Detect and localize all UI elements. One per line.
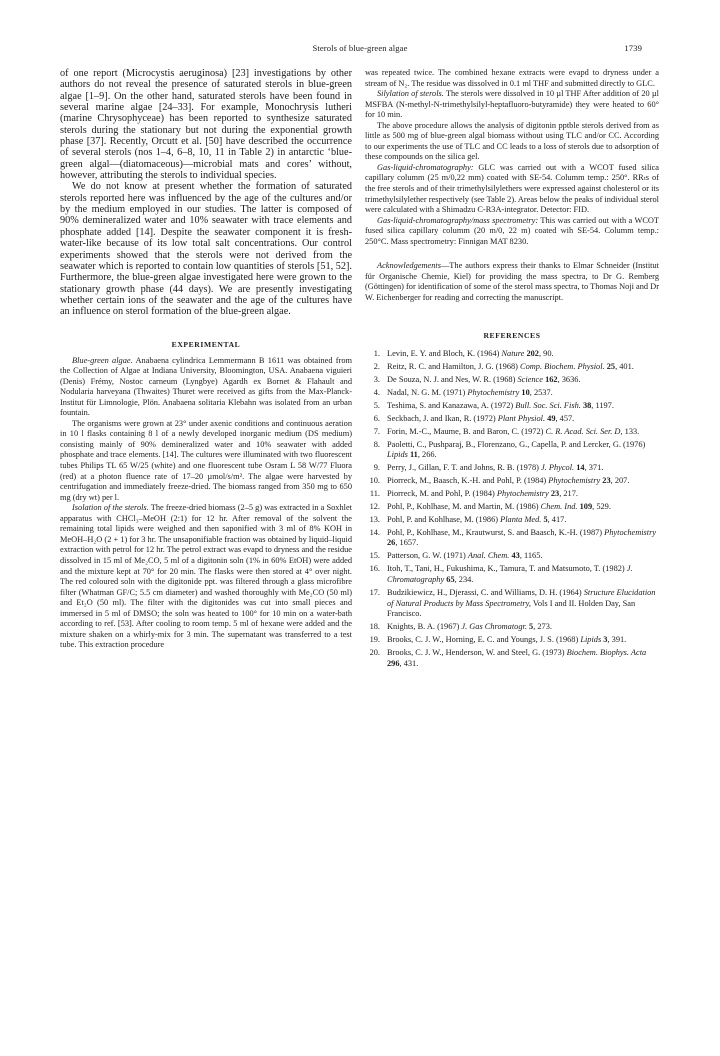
reference-journal: Phytochemistry — [548, 476, 601, 486]
reference-number: 12. — [369, 501, 380, 511]
reference-item — [365, 463, 659, 474]
reference-item — [365, 588, 659, 620]
reference-journal: J. Gas Chromatogr. — [461, 622, 527, 632]
acknowledgements-lead: Acknowledgements — [377, 261, 441, 271]
reference-authors: Piorreck, M., Baasch, K.-H. and Pohl, P. (1984) — [387, 476, 549, 486]
right-column — [365, 68, 659, 672]
silylation-paragraph — [365, 89, 659, 121]
reference-pages: , 3636. — [557, 375, 581, 385]
reference-authors: Teshima, S. and Kanazawa, A. (1972) — [387, 401, 516, 411]
reference-number: 1. — [373, 349, 380, 359]
reference-pages: 133. — [622, 426, 640, 436]
reference-item — [365, 622, 659, 633]
reference-item — [365, 375, 659, 386]
reference-authors: Nadal, N. G. M. (1971) — [387, 388, 468, 398]
reference-pages: , 371. — [584, 463, 604, 473]
reference-journal: C. R. Acad. Sci. Ser. D, — [545, 426, 623, 436]
reference-journal: Planta Med. — [500, 514, 542, 524]
reference-authors: Pohl, P. and Kohlhase, M. (1986) — [387, 514, 501, 524]
reference-number: 18. — [369, 622, 380, 632]
reference-journal: Lipids — [580, 635, 602, 645]
reference-volume: 23 — [602, 476, 611, 486]
glc-ms-paragraph — [365, 216, 659, 248]
paragraph-body: The sterols were dissolved in 10 µl THF After addition of 20 µl MSFBA (N-methyl-N-trimethylsilyl-heptafluoro-butyramide) they were heated to 60° for 10 min. — [365, 89, 659, 120]
reference-item — [365, 528, 659, 549]
reference-number: 10. — [369, 476, 380, 486]
reference-pages: , 529. — [592, 501, 611, 511]
extraction-paragraph: was repeated twice. The combined hexane extracts were evapd to dryness under a stream of N₂. The residue was dissolved in 0.1 ml THF and submitted directly to GLC. — [365, 68, 659, 88]
reference-item — [365, 349, 659, 360]
reference-journal: Lipids — [387, 450, 408, 460]
reference-pages: , 207. — [610, 476, 630, 486]
reference-volume: 26 — [387, 538, 396, 548]
reference-item — [365, 489, 659, 500]
acknowledgements — [365, 261, 659, 303]
reference-volume: 25 — [606, 362, 616, 372]
paragraph-lead: Silylation of sterols. — [377, 89, 444, 99]
reference-item — [365, 635, 659, 646]
reference-number: 3. — [373, 375, 380, 385]
references-heading: REFERENCES — [483, 331, 541, 341]
reference-journal: Phytochemistry — [604, 527, 657, 537]
reference-volume: 109 — [579, 501, 593, 511]
reference-authors: Knights, B. A. (1967) — [387, 622, 462, 632]
paragraph-body: The freeze-dried biomass (2–5 g) was extracted in a Soxhlet apparatus with CHCl₃–MeOH (2:1) for 12 hr. After removal of the solvent the remaining total lipids were weighed and then saponified with 3 ml of 8% KOH in MeOH–H₂O (2 + 1) for 3 hr. The unsaponifiable fraction was obtained by liquid–liquid extraction with petrol for 12 hr. The petrol extract was evapd to dryness and the residue dissolved in 15 ml of Me₂CO, 5 ml of a digitonin soln (1% in 60% EtOH) were added and the mixture kept at 70° for 20 min. The flasks were then stored at 4° over night. The red coloured soln with the digitonide ppt. was filtered through a glass microfibre filter (Whatman GF/C; 5.5 cm diameter) and washed thoroughly with Me₂CO (50 ml) and Et₂O (50 ml). The filter with the digitonides was cut into small pieces and immersed in 5 ml of DMSO; the soln was heated to 100° for 10 min on a water-bath according to ref. [53]. After cooling to room temp. 5 ml of hexane were added and the mixture shaken on a whirly-mix for 3 min. The supernatant was transferred to a test tube. This extraction procedure — [60, 503, 352, 650]
reference-authors: De Souza, N. J. and Nes, W. R. (1968) — [387, 375, 518, 385]
running-title: Sterols of blue-green algae — [312, 43, 408, 53]
intro-paragraph-1: of one report (Microcystis aeruginosa) [23] investigations by other authors do not reveal the presence of saturated sterols in blue-green algae [1–9]. On the other hand, saturated sterols have been found in several marine algae [24–33]. For example, Monochrysis lutheri (marine Chrysophyceae) has been reported to synthesize saturated sterols during the stationary but not during the exponential growth phase [37]. Recently, Orcutt et al. [50] have described the occurrence of several sterols (nos 1–4, 6–8, 10, 11 in Table 2) in antarctic ‘blue-green algal—(diatomaceous)—microbial mats and cores’ without, however, attributing the sterols to individual species. — [60, 68, 352, 182]
reference-authors: Perry, J., Gillan, F. T. and Johns, R. B. (1978) — [387, 463, 541, 473]
reference-authors: Patterson, G. W. (1971) — [387, 551, 468, 561]
paragraph-lead: Gas-liquid-chromatography/mass spectrometry: — [377, 215, 539, 225]
reference-journal: Biochem. Biophys. Acta — [566, 647, 647, 657]
blue-green-algae-paragraph — [60, 356, 352, 419]
reference-number: 2. — [373, 362, 380, 372]
reference-volume: 3 — [603, 635, 608, 645]
experimental-heading: EXPERIMENTAL — [171, 339, 241, 349]
reference-authors: Brooks, C. J. W., Henderson, W. and Steel, G. (1973) — [387, 647, 567, 657]
reference-journal: Chem. Ind. — [540, 501, 578, 511]
paragraph-body: Anabaena cylindrica Lemmermann B 1611 was obtained from the Collection of Algae at Indiana University, Bloomington, USA. Anabaena viguieri (Denis) Frémy, Nostoc carneum (Lyngbye) Agardh ex Bornet & Flahault and Nodularia harveyana (Thwaites) Thuret were received as gifts from the Max-Planck-Institut für Limnologie, Plön. Anabaena solitaria Klebahn was isolated from an urban fountain. — [60, 355, 353, 418]
reference-number: 20. — [369, 647, 380, 657]
reference-item — [365, 362, 659, 373]
reference-volume: 65 — [446, 574, 455, 584]
reference-authors: Budzikiewicz, H., Djerassi, C. and Williams, D. H. (1964) — [387, 587, 584, 597]
reference-volume: 5 — [529, 622, 534, 632]
reference-number: 11. — [369, 489, 380, 499]
reference-authors: Reitz, R. C. and Hamilton, J. G. (1968) — [387, 362, 521, 372]
reference-volume: 38 — [582, 401, 592, 411]
acknowledgements-body: —The authors express their thanks to Elmar Schneider (Institut für Organische Chemie, Kiel) for providing the mass spectra, to Dr G. Remberg (Göttingen) for identification of some of the sterol mass spectra, to Thomas Noji and Dr W. Eichenberger for reading and correcting the manuscript. — [365, 261, 659, 302]
reference-item — [365, 427, 659, 438]
reference-authors: Forin, M.-C., Maume, B. and Baron, C. (1972) — [387, 426, 546, 436]
reference-authors: Levin, E. Y. and Bloch, K. (1964) — [387, 349, 502, 359]
reference-journal: J. Chromatography — [387, 564, 633, 584]
reference-journal: Anal. Chem. — [467, 551, 510, 561]
reference-number: 6. — [373, 413, 380, 423]
reference-volume: 202 — [526, 349, 539, 359]
reference-item — [365, 401, 659, 412]
reference-pages: , 401. — [615, 362, 634, 372]
reference-item — [365, 551, 659, 562]
reference-pages: Vols I and II. Holden Day, San Francisco. — [387, 598, 636, 619]
reference-journal: Structure Elucidation of Natural Products by Mass Spectrometry, — [387, 587, 656, 608]
paragraph-body: This was carried out with a WCOT fused silica capillary columm (20 m/0, 22 m) coated wih SE-54. Columm temp.: 250°C. Mass spectrometry: Finnigan MAT 8230. — [365, 215, 660, 246]
left-column — [60, 68, 352, 651]
procedure-paragraph: The above procedure allows the analysis of digitonin pptble sterols derived from as little as 500 mg of blue-green algal biomass without using TLC and/or CC. According to our experiments the use of TLC and CC leads to a loss of sterols due to adsorption of these compounds on the silica gel. — [365, 120, 659, 162]
reference-number: 13. — [369, 514, 380, 524]
reference-number: 5. — [373, 401, 380, 411]
reference-number: 16. — [369, 564, 380, 574]
reference-item — [365, 388, 659, 399]
reference-volume: 14 — [576, 463, 585, 473]
reference-number: 7. — [373, 426, 380, 436]
glc-paragraph — [365, 163, 659, 216]
reference-number: 4. — [373, 388, 380, 398]
intro-paragraph-2: We do not know at present whether the formation of saturated sterols reported here was influenced by the age of the cultures and/or by the medium employed in our studies. The latter is composed of 90% demineralized water and 10% seawater with trace elements and phosphate added [14]. Despite the seawater component it is fresh-water-like because of its low total salt concentrations. Our control experiments showed that the sterols were not derived from the seawater which is reported to contain low quantities of sterols [51, 52]. Furthermore, the blue-green algae investigated here were grown to the stationary growth phase (44 days). We are presently investigating whether certain ions of the seawater and the age of the cultures have an influence on sterol formation of the blue-green algae. — [60, 181, 352, 318]
reference-pages: , 273. — [533, 622, 552, 632]
reference-pages: , 266. — [417, 450, 437, 460]
reference-number: 19. — [369, 635, 380, 645]
reference-volume: 296 — [387, 658, 400, 668]
paragraph-lead: Blue-green algae. — [72, 355, 133, 365]
reference-pages: , 417. — [547, 514, 567, 524]
paragraph-lead: Gas-liquid-chromatography: — [377, 162, 474, 172]
paragraph-body: GLC was carried out with a WCOT fused silica capillary columm (25 m/0,22 mm) coated with SE-54. Columm temp.: 250°. RRₜs of the free sterols and of their trimethylsilylethers were expressed against cholesterol or its trimethylsilylether respectively (see Table 2). Areas below the peaks of individual sterol were calculated with a Shimadzu C-R3A-integrator. Detector: FID. — [365, 162, 659, 215]
reference-journal: Phytochemistry — [467, 388, 520, 398]
reference-volume: 43 — [511, 551, 520, 561]
reference-item — [365, 440, 659, 461]
reference-authors: Paoletti, C., Pushparaj, B., Florenzano, G., Capella, P. and Lercker, G. (1976) — [387, 439, 646, 449]
reference-list — [365, 349, 659, 669]
reference-authors: Pohl, P., Kohlhase, M. and Martin, M. (1986) — [387, 501, 541, 511]
reference-volume: 49 — [547, 413, 556, 423]
reference-volume: 5 — [543, 514, 548, 524]
reference-journal: Comp. Biochem. Physiol. — [520, 362, 605, 372]
reference-pages: , 234. — [454, 574, 474, 584]
reference-item — [365, 564, 659, 585]
reference-pages: , 391. — [607, 635, 627, 645]
reference-item — [365, 648, 659, 669]
reference-journal: Nature — [501, 349, 525, 359]
reference-pages: , 2537. — [529, 388, 553, 398]
reference-journal: Phytochemistry — [496, 489, 549, 499]
culture-conditions-paragraph: The organisms were grown at 23° under axenic conditions and continuous aeration in 10 l flasks containing 8 l of a newly developed inorganic medium (DS medium) consisting mainly of 90% demineralized water and 10% seawater with added phosphate and trace elements. [14]. The cultures were illuminated with two fluorescent tubes Philips TL 65 W/25 (white) and one fluorescent tube Osram L 58 W/77 Fluora (red) at a photon fluence rate of 17–20 µmol/s/m². The algae were harvested by centrifugation and immediately freeze-dried. The biomass ranged from 350 mg to 650 mg (dry wt) per l. — [60, 418, 352, 502]
reference-authors: Piorreck, M. and Pohl, P. (1984) — [387, 489, 497, 499]
reference-item — [365, 502, 659, 513]
reference-authors: Pohl, P., Kohlhase, M., Krautwurst, S. and Baasch, K.-H. (1987) — [387, 527, 605, 537]
reference-pages: , 431. — [399, 658, 419, 668]
paragraph-lead: Isolation of the sterols. — [72, 503, 149, 513]
isolation-paragraph — [60, 503, 352, 651]
reference-journal: Bull. Soc. Sci. Fish. — [515, 401, 581, 411]
reference-item — [365, 476, 659, 487]
reference-volume: 23 — [550, 489, 560, 499]
reference-volume: 162 — [545, 375, 558, 385]
reference-authors: Seckbach, J. and Ikan, R. (1972) — [387, 413, 498, 423]
reference-number: 9. — [373, 463, 380, 473]
page-number: 1739 — [624, 43, 642, 53]
reference-item — [365, 515, 659, 526]
reference-pages: , 1197. — [591, 401, 614, 411]
reference-pages: , 1165. — [519, 551, 543, 561]
reference-pages: , 217. — [559, 489, 578, 499]
reference-authors: Brooks, C. J. W., Horning, E. C. and Youngs, J. S. (1968) — [387, 635, 581, 645]
reference-volume: 11 — [409, 450, 418, 460]
reference-pages: , 457. — [555, 413, 575, 423]
reference-journal: Plant Physiol. — [497, 413, 546, 423]
reference-pages: , 90. — [538, 349, 554, 359]
reference-journal: J. Phycol. — [541, 463, 575, 473]
reference-item — [365, 414, 659, 425]
reference-volume: 10 — [521, 388, 530, 398]
reference-number: 15. — [369, 551, 380, 561]
reference-number: 14. — [369, 527, 380, 537]
reference-number: 17. — [369, 587, 380, 597]
reference-journal: Science — [517, 375, 543, 385]
reference-number: 8. — [373, 439, 380, 449]
reference-authors: Itoh, T., Tani, H., Fukushima, K., Tamura, T. and Matsumoto, T. (1982) — [387, 564, 627, 574]
reference-pages: , 1657. — [395, 538, 419, 548]
